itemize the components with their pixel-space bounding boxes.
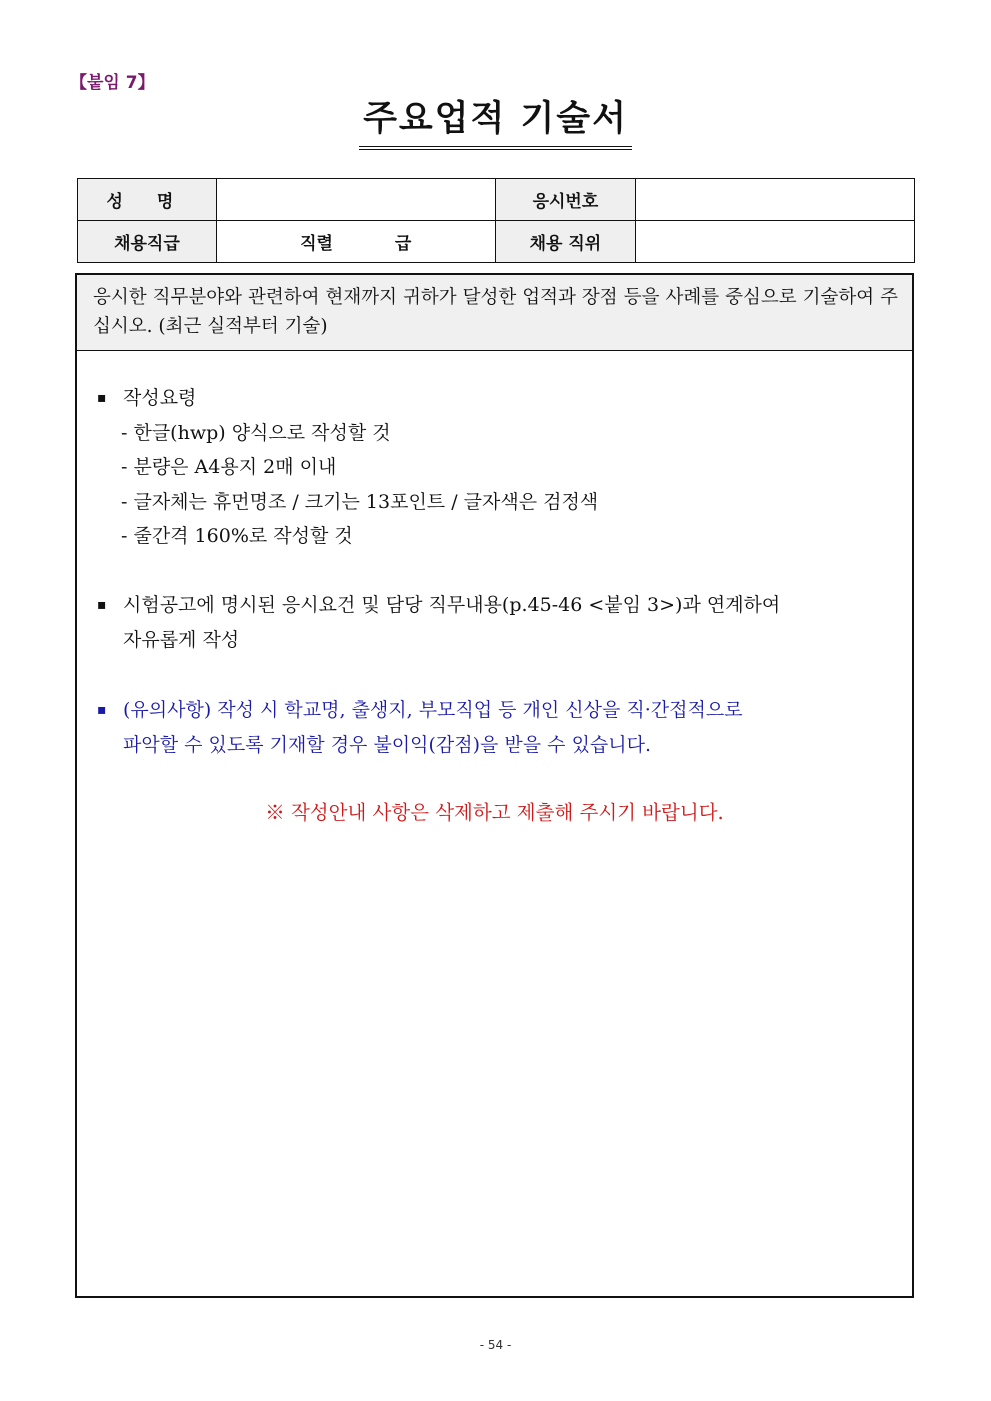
name-label-text: 성 명 xyxy=(106,192,188,212)
name-label xyxy=(78,179,217,221)
info-row-2 xyxy=(78,221,915,263)
caution-text-1: (유의사항) 작성 시 학교명, 출생지, 부모직업 등 개인 신상을 직·간접적으로 xyxy=(123,699,743,721)
grade-field[interactable] xyxy=(216,221,495,263)
instruction-header xyxy=(77,275,912,351)
applicant-info-table xyxy=(77,178,915,263)
writing-guide-section xyxy=(77,381,912,554)
linkage-line-2: 자유롭게 작성 xyxy=(123,628,240,651)
guide-item: - 줄간격 160%로 작성할 것 xyxy=(121,525,353,547)
title-wrap xyxy=(0,96,991,150)
linkage-section xyxy=(77,588,912,657)
caution-line-2: 파악할 수 있도록 기재할 경우 불이익(감점)을 받을 수 있습니다. xyxy=(123,733,652,756)
position-label: 채용 직위 xyxy=(495,221,636,263)
caution-section xyxy=(77,693,912,762)
page-number: - 54 - xyxy=(479,1338,512,1352)
bullet-icon: ▪ xyxy=(97,597,107,613)
guide-item: - 분량은 A4용지 2매 이내 xyxy=(121,456,337,478)
grade-label: 채용직급 xyxy=(78,221,217,263)
linkage-line-1 xyxy=(77,588,912,623)
bullet-icon: ▪ xyxy=(97,390,107,406)
attachment-label: 【붙임 7】 xyxy=(70,73,155,93)
writing-guide-title: 작성요령 xyxy=(123,387,197,409)
guide-item: - 글자체는 휴먼명조 / 크기는 13포인트 / 글자색은 검정색 xyxy=(121,490,599,513)
guide-item: - 한글(hwp) 양식으로 작성할 것 xyxy=(121,421,391,444)
exam-number-label: 응시번호 xyxy=(495,179,636,221)
linkage-text-1: 시험공고에 명시된 응시요건 및 담당 직무내용(p.45-46 <붙임 3>)과 연계하여 xyxy=(123,594,781,616)
grade-field-text: 직렬 급 xyxy=(300,234,412,254)
achievement-box xyxy=(75,273,914,1298)
instruction-text: 응시한 직무분야와 관련하여 현재까지 귀하가 달성한 업적과 장점 등을 사례를 중심으로 기술하여 주십시오. (최근 실적부터 기술) xyxy=(93,287,898,337)
writing-guide-title-line xyxy=(77,381,912,416)
name-field[interactable] xyxy=(216,179,495,221)
submission-notice: ※ 작성안내 사항은 삭제하고 제출해 주시기 바랍니다. xyxy=(265,801,724,824)
info-row-1 xyxy=(78,179,915,221)
page-title: 주요업적 기술서 xyxy=(359,96,632,150)
position-field[interactable] xyxy=(636,221,915,263)
caution-line-1 xyxy=(77,693,912,728)
bullet-icon: ▪ xyxy=(97,702,107,718)
exam-number-field[interactable] xyxy=(636,179,915,221)
